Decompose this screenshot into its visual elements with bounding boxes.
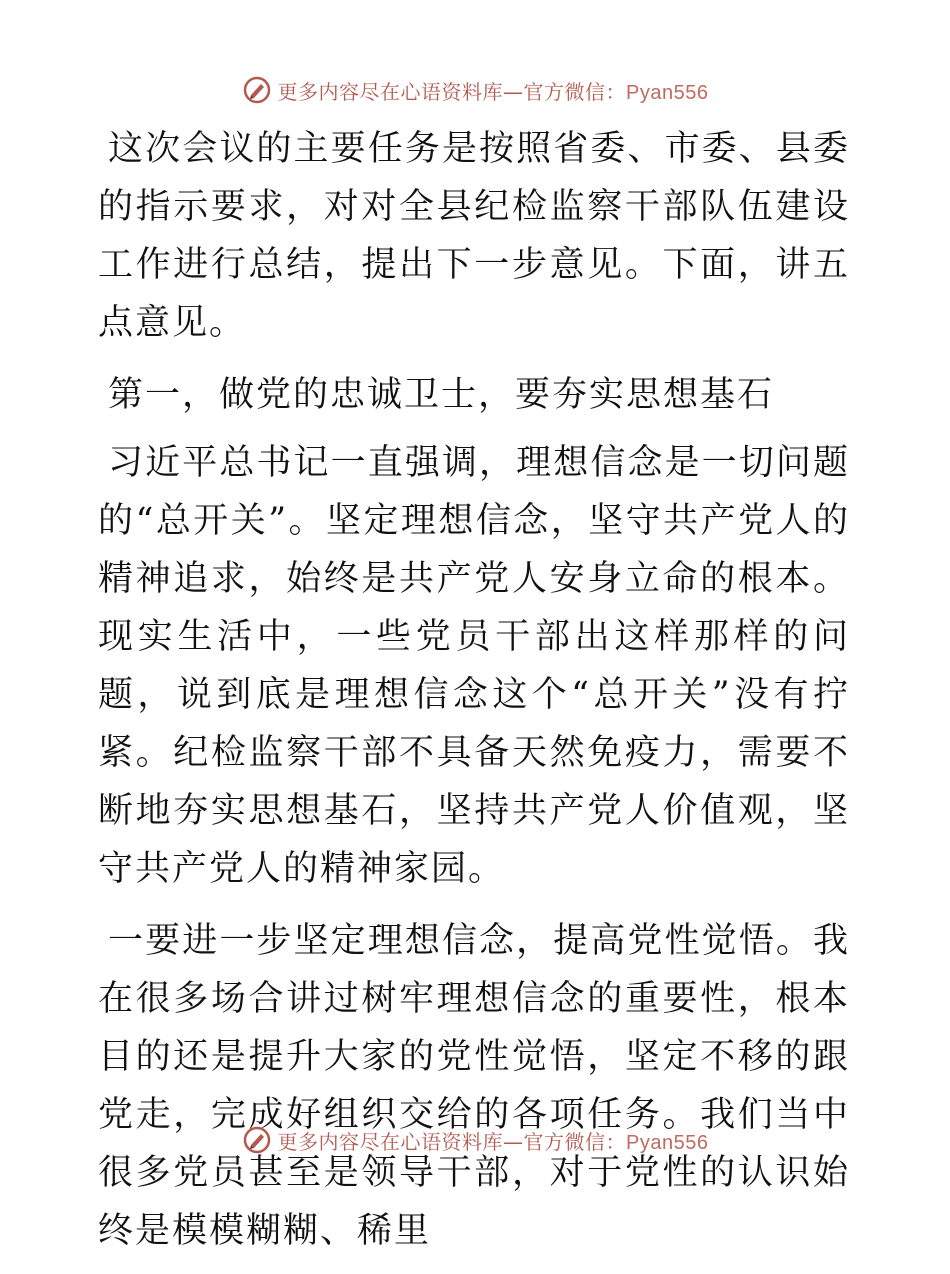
watermark-group: [242, 1125, 709, 1155]
pen-logo-icon: [242, 75, 272, 105]
document-body: [98, 120, 850, 1274]
paragraph-ideals: 习近平总书记一直强调，理想信念是一切问题的“总开关”。坚定理想信念，坚守共产党人的精神追求，始终是共产党人安身立命的根本。现实生活中，一些党员干部出这样那样的问题，说到底是理想信念这个“总开关”没有拧紧。纪检监察干部不具备天然免疫力，需要不断地夯实思想基石，坚持共产党人价值观，坚守共产党人的精神家园。: [98, 443, 850, 889]
watermark-text: 更多内容尽在心语资料库—官方微信：Pyan556: [277, 79, 709, 104]
section-heading: 第一，做党的忠诚卫士，要夯实思想基石: [108, 375, 775, 415]
pen-logo-icon: [242, 1125, 272, 1155]
watermark-text: 更多内容尽在心语资料库—官方微信：Pyan556: [277, 1129, 709, 1154]
paragraph-party-spirit: 一要进一步坚定理想信念，提高党性觉悟。我在很多场合讲过树牢理想信念的重要性，根本目的还是提升大家的党性觉悟，坚定不移的跟党走，完成好组织交给的各项任务。我们当中很多党员甚至是领导干部，对于党性的认识始终是模模糊糊、稀里: [98, 921, 850, 1251]
watermark-group: [242, 75, 709, 105]
header-watermark: [0, 70, 950, 110]
footer-watermark: [0, 1120, 950, 1160]
paragraph-intro: 这次会议的主要任务是按照省委、市委、县委的指示要求，对对全县纪检监察干部队伍建设工作进行总结，提出下一步意见。下面，讲五点意见。: [98, 129, 850, 343]
